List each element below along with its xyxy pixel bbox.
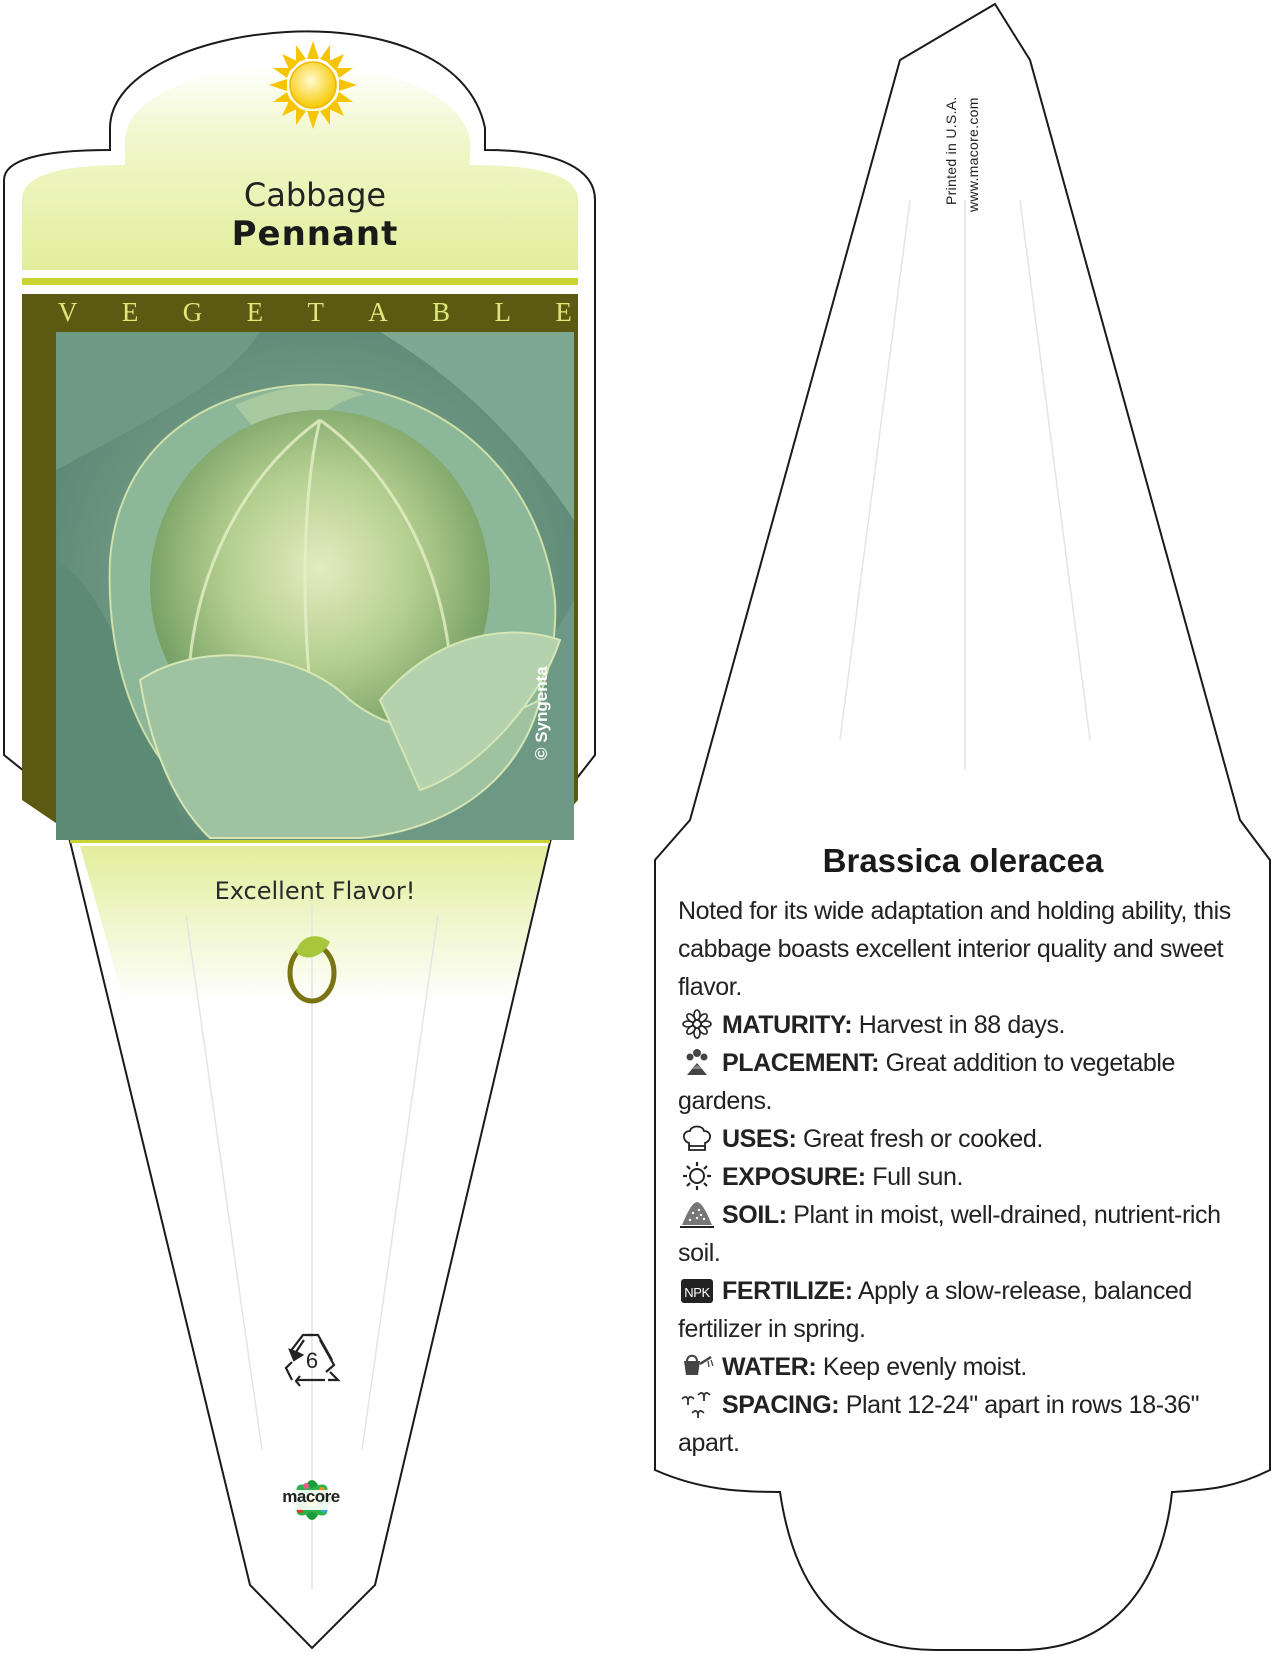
chef-hat-icon [678, 1123, 716, 1153]
care-row-fertilize [678, 1272, 1258, 1348]
website-note: www.macore.com [965, 97, 981, 212]
sun-icon [269, 41, 357, 129]
care-row-spacing [678, 1386, 1258, 1462]
care-row-water [678, 1348, 1258, 1386]
recycle-number: 6 [305, 1348, 319, 1373]
category-letter: E [246, 297, 264, 327]
care-label: USES: [722, 1125, 797, 1153]
category-letter: G [182, 297, 203, 327]
soil-pile-icon [678, 1199, 716, 1229]
care-text: Great fresh or cooked. [802, 1125, 1043, 1153]
category-banner [22, 294, 608, 330]
care-row-maturity [678, 1006, 1258, 1044]
category-letter: T [307, 297, 324, 327]
category-letter: B [432, 297, 451, 327]
care-label: SOIL: [722, 1201, 787, 1229]
care-text: Plant in moist, well-drained, nutrient-rich soil. [678, 1201, 1221, 1267]
category-letter: A [368, 297, 388, 327]
care-text: Harvest in 88 days. [858, 1011, 1066, 1039]
care-text: Full sun. [872, 1163, 964, 1191]
brand-name: macore [282, 1487, 340, 1506]
care-text: Keep evenly moist. [822, 1353, 1027, 1381]
sun-exposure-icon [678, 1161, 716, 1191]
care-row-uses [678, 1120, 1258, 1158]
lower-band [80, 846, 548, 1005]
description: Noted for its wide adaptation and holding ability, this cabbage boasts excellent interior quality and sweet flavor. [678, 897, 1231, 1001]
care-label: WATER: [722, 1353, 817, 1381]
care-instructions [678, 892, 1258, 1462]
spacing-seedlings-icon [678, 1389, 716, 1419]
category-letter: E [121, 297, 139, 327]
category-letter: V [58, 297, 78, 327]
tagline: Excellent Flavor! [214, 877, 416, 905]
care-label: PLACEMENT: [722, 1049, 880, 1077]
cabbage-photo [56, 332, 574, 840]
printed-in-note: Printed in U.S.A. [943, 96, 959, 205]
variety-name: Pennant [231, 214, 399, 254]
category-letter: E [555, 297, 572, 327]
watering-can-icon [678, 1351, 716, 1381]
care-label: SPACING: [722, 1391, 840, 1419]
plant-common-name: Cabbage [243, 176, 387, 214]
placement-plant-icon [678, 1047, 716, 1077]
svg-text:NPK: NPK [684, 1285, 710, 1300]
care-row-exposure [678, 1158, 1258, 1196]
botanical-name: Brassica oleracea [822, 842, 1104, 879]
photo-credit: © Syngenta [532, 666, 551, 760]
care-text: Great addition to vegetable gardens. [678, 1049, 1176, 1115]
care-text: Plant 12-24" apart in rows 18-36" apart. [678, 1391, 1200, 1457]
maturity-flower-icon [678, 1009, 716, 1039]
npk-fertilizer-icon [678, 1275, 716, 1305]
category-letter: L [494, 297, 512, 327]
care-row-soil [678, 1196, 1258, 1272]
care-label: EXPOSURE: [722, 1163, 866, 1191]
care-text: Apply a slow-release, balanced fertilizer in spring. [678, 1277, 1192, 1343]
care-label: FERTILIZE: [722, 1277, 853, 1305]
care-row-placement [678, 1044, 1258, 1120]
care-label: MATURITY: [722, 1011, 853, 1039]
